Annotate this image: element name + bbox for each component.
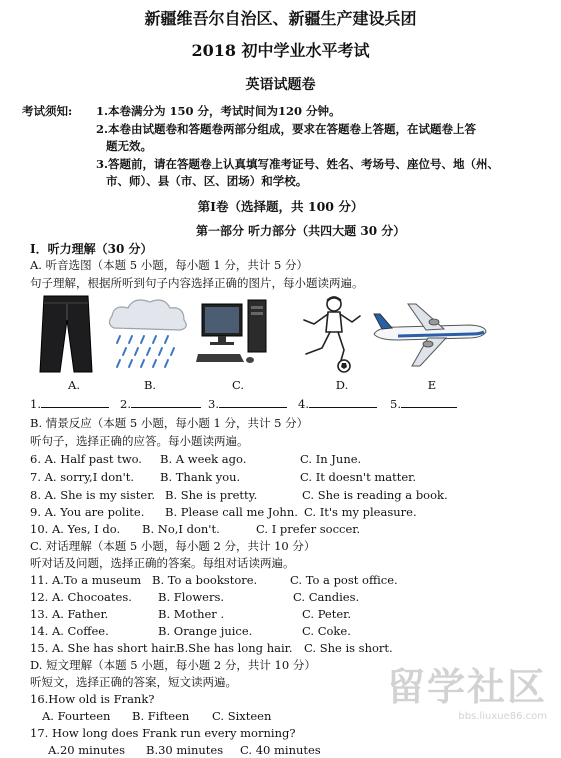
q7-option-a: 7. A. sorry,I don't.	[30, 470, 135, 484]
q11-option-c: C. To a post office.	[290, 573, 398, 587]
q16-option-c: C. Sixteen	[212, 709, 272, 723]
q16-question: 16.How old is Frank?	[30, 692, 155, 706]
football-player-picture	[292, 294, 372, 374]
notice-item-2-cont: 题无效。	[106, 139, 152, 153]
q17-option-c: C. 40 minutes	[240, 743, 321, 757]
notice-item-3: 3.答题前，请在答题卷上认真填写准考证号、姓名、考场号、座位号、地（州、	[96, 157, 500, 171]
q6-option-c: C. In June.	[300, 452, 362, 466]
watermark-logo-text: 留学社区	[386, 665, 547, 709]
answer-blank-1[interactable]	[30, 397, 109, 411]
q6-option-a: 6. A. Half past two.	[30, 452, 142, 466]
q9-option-b: B. Please call me John.	[165, 505, 298, 519]
paper1-title: 第Ⅰ卷（选择题，共 100 分）	[197, 199, 364, 214]
section-c-title: C. 对话理解（本题 5 小题，每小题 2 分，共计 10 分）	[30, 539, 316, 553]
q14-option-a: 14. A. Coffee.	[30, 624, 109, 638]
q12-option-c: C. Candies.	[293, 590, 360, 604]
q11-option-a: 11. A.To a museum	[30, 573, 142, 587]
q12-option-b: B. Flowers.	[158, 590, 225, 604]
q13-option-c: C. Peter.	[302, 607, 352, 621]
q10-option-c: C. I prefer soccer.	[256, 522, 361, 536]
q11-option-b: B. To a bookstore.	[152, 573, 258, 587]
q15-option-c: C. She is short.	[304, 641, 393, 655]
section-b-title: B. 情景反应（本题 5 小题，每小题 1 分，共计 5 分）	[30, 416, 309, 430]
picture-label-b: B.	[143, 378, 157, 392]
q8-option-c: C. She is reading a book.	[302, 488, 448, 502]
q15-option-b: B.She has long hair.	[176, 641, 293, 655]
picture-label-d: D.	[335, 378, 349, 392]
section-b-instruction: 听句子，选择正确的应答。每小题读两遍。	[30, 434, 249, 448]
q9-option-c: C. It's my pleasure.	[304, 505, 417, 519]
trousers-picture	[30, 294, 102, 374]
section-d-instruction: 听短文，选择正确的答案，短文读两遍。	[30, 675, 237, 689]
notice-label: 考试须知:	[22, 104, 73, 118]
q6-option-b: B. A week ago.	[160, 452, 247, 466]
picture-label-c: C.	[231, 378, 245, 392]
answer-blank-4[interactable]	[298, 397, 377, 411]
q7-option-b: B. Thank you.	[160, 470, 241, 484]
q8-option-b: B. She is pretty.	[165, 488, 258, 502]
answer-blank-number: 1.	[30, 397, 41, 411]
q15-option-a: 15. A. She has short hair.	[30, 641, 177, 655]
picture-label-e: E	[427, 378, 437, 392]
section-a-instruction: 句子理解，根据所听到句子内容选择正确的图片，每小题读两遍。	[30, 276, 364, 290]
answer-blank-3[interactable]	[208, 397, 287, 411]
notice-item-1: 1.本卷满分为 150 分，考试时间为120 分钟。	[96, 104, 341, 118]
site-watermark	[387, 656, 547, 722]
q8-option-a: 8. A. She is my sister.	[30, 488, 156, 502]
notice-item-3-cont: 市、师）、县（市、区、团场）和学校。	[106, 174, 308, 188]
q7-option-c: C. It doesn't matter.	[300, 470, 417, 484]
q17-question: 17. How long does Frank run every morning?	[30, 726, 296, 740]
computer-picture	[196, 294, 272, 374]
answer-blank-2[interactable]	[120, 397, 201, 411]
q17-option-b: B.30 minutes	[146, 743, 224, 757]
exam-title-region: 新疆维吾尔自治区、新疆生产建设兵团	[144, 9, 417, 28]
section-d-title: D. 短文理解（本题 5 小题，每小题 2 分，共计 10 分）	[30, 658, 316, 672]
notice-item-2: 2.本卷由试题卷和答题卷两部分组成，要求在答题卷上答题，在试题卷上答	[96, 122, 477, 136]
q12-option-a: 12. A. Chocoates.	[30, 590, 132, 604]
watermark-url: bbs.liuxue86.com	[458, 711, 547, 722]
q10-option-b: B. No,I don't.	[142, 522, 220, 536]
q10-option-a: 10. A. Yes, I do.	[30, 522, 121, 536]
section-a-title: A. 听音选图（本题 5 小题，每小题 1 分，共计 5 分）	[30, 258, 308, 272]
q14-option-b: B. Orange juice.	[158, 624, 253, 638]
q13-option-b: B. Mother .	[158, 607, 225, 621]
answer-blank-number: 4.	[298, 397, 309, 411]
q16-option-b: B. Fifteen	[132, 709, 190, 723]
section1-title: Ⅰ．听力理解（30 分）	[30, 242, 153, 256]
part1-title: 第一部分 听力部分（共四大题 30 分）	[196, 224, 406, 238]
rain-cloud-picture	[104, 294, 190, 374]
q9-option-a: 9. A. You are polite.	[30, 505, 145, 519]
q17-option-a: A.20 minutes	[48, 743, 125, 757]
q13-option-a: 13. A. Father.	[30, 607, 109, 621]
exam-title-year: 2018 初中学业水平考试	[191, 41, 370, 60]
answer-blank-number: 5.	[390, 397, 401, 411]
answer-blank-5[interactable]	[390, 397, 457, 411]
exam-subject-title: 英语试题卷	[245, 77, 316, 93]
section-c-instruction: 听对话及问题，选择正确的答案。每组对话读两遍。	[30, 556, 295, 570]
answer-blank-number: 3.	[208, 397, 219, 411]
picture-label-a: A.	[68, 378, 80, 392]
q14-option-c: C. Coke.	[302, 624, 351, 638]
airplane-picture	[368, 294, 490, 374]
q16-option-a: A. Fourteen	[42, 709, 111, 723]
answer-blank-number: 2.	[120, 397, 131, 411]
